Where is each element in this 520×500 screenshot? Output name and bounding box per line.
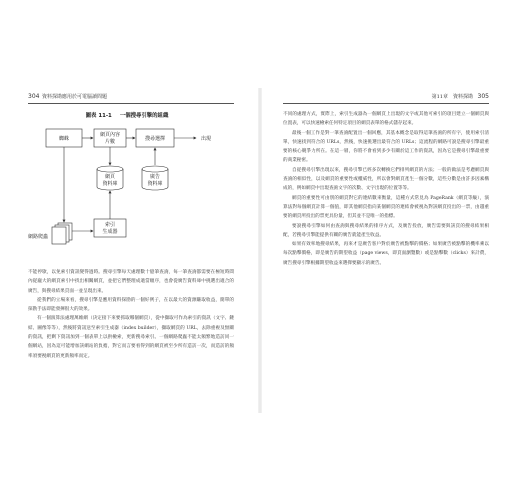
right-paragraph: 最後一個工作是對一筆查詢配置出一個回應，其基本概念是取得這筆查詢的所有字，使用索引清單，快速找到符合的 URLs，然後，快速挑選出最符合的 URLs；這流程的網路可說是搜尋引擎最重要的核心競爭力所在。在這一層，你將不會看到多少有關於這工作的資訊，因為它是搜尋引擎最重要的商業秘密。	[283, 130, 489, 164]
spider-label: 蜘蛛	[58, 136, 70, 142]
page-db-label-b: 資料庫	[102, 181, 118, 187]
figure-label: 圖表 11-1	[85, 113, 112, 119]
right-paragraph: 如果有效率地搜尋結果，再來才是廣告客戶對於廣告被點擊的價格；如果廣告被點擊的機率乘以每次點擊價格，即是廣告的期望收益（page views，即頁面瀏覽數）或是點擊數（clicks）來計費，廣告搜尋引擎根據期望收益來選擇要顯示的廣告。	[283, 242, 489, 266]
right-paragraph: 自從搜尋引擎出現以來，搜尋引擎已經多次轉換它們排列網頁的方法；一般的做法是考慮網頁與查詢的相似性，以及網頁的重要性或權威性，所以會對網頁產生一個分數，這些分數是由許多因素構成的，例如網頁中出現查詢文字的次數、文字出現的位置等等。	[283, 167, 489, 192]
page-db-label-a: 網頁	[104, 174, 116, 180]
search-engine-diagram	[28, 119, 234, 264]
web-pages-stack	[52, 223, 72, 244]
right-paragraph: 不同的處理方式，實際上，索引生成器為一個網頁上出現的文字或其他可索引的項目建立一個網頁與位置表，可以快速檢索任何特定項目的網頁表單的格式儲存起來。	[283, 112, 489, 127]
crawler-label: 網路爬蟲	[28, 234, 49, 240]
index-label-a: 網頁內容	[99, 132, 121, 138]
right-page-number: 305	[477, 93, 489, 100]
results-label: 出現	[200, 136, 212, 142]
index-label-b: 片數	[104, 139, 116, 145]
right-page	[283, 93, 489, 408]
right-paragraph: 要說搜尋引擎如何由查詢與搜尋結果的排序方式，及廣告投放，廣告需要與該頁的搜尋結果相配，若搜尋引擎能提供有關的廣告就能產生收益。	[283, 223, 489, 238]
left-body-text	[28, 268, 234, 361]
left-running-header	[28, 93, 234, 104]
ad-db-label-b: 資料庫	[147, 181, 163, 187]
left-paragraph: 從我們的立場來看，搜尋引擎是應用資料探勘的一個好例子，在以最大的資源賺取收益，簡單的探勘手法即能發揮很大的效果。	[28, 297, 234, 313]
right-body-text	[283, 110, 489, 268]
ad-db-label-a: 廣告	[149, 174, 161, 180]
search-label: 搜尋選擇	[144, 136, 166, 142]
indexer-label-a: 索引	[104, 222, 116, 228]
left-page-number: 304	[28, 93, 40, 100]
book-gutter	[258, 88, 262, 413]
indexer-label-b: 生成器	[102, 229, 118, 235]
right-running-header	[283, 93, 489, 104]
left-paragraph: 不能停歇，以免索引資訊變得過時。搜尋引擎每天處理數十億筆查詢，每一筆查詢都需要在極短時間內從龐大的網頁索引中找出相關網頁，並把它們整理成適當順序，也會從廣告資料庫中挑選出適合的廣告，與搜尋結果頁面一並呈現出來。	[28, 270, 234, 294]
right-paragraph: 網頁的重要性可由別的網頁對它的連結數來衡量，這種方式常見為 PageRank（網頁等級），演算法對每個網頁計算一個值，即其他網頁指向某個網頁的連結會被視為對該網頁投出的一票，由越重要的網頁所投出的票更具份量，但其並不是唯一的指標。	[283, 195, 489, 220]
left-paragraph: 有一個演算法處理萬維網（決定接下來要抓取哪個網頁），從中擷取可作為索引的資訊（文字、鏈結、圖像等等），然後將資訊送至索引生成器（index builder），擷取網頁的 URL，去除重複及無關的資訊，把剩下資訊加到一個表單上以供檢索，更新搜尋索引。一個網路爬蟲不能太頻繁地造訪同一個網站，因為這可能增加該網站的負擔，對它而言要看得到的網頁被至少所有造訪一次，而造訪的頻率須要視網頁的更新頻率而定。	[28, 316, 234, 359]
figure-title: 一個搜尋引擎的組織	[119, 113, 169, 119]
right-running-title: 第11章 資料探勘	[431, 94, 473, 100]
left-page	[28, 93, 234, 408]
left-running-title: 資料探勘應用於可電腦讀問題	[42, 94, 108, 100]
figure-caption	[28, 111, 234, 119]
